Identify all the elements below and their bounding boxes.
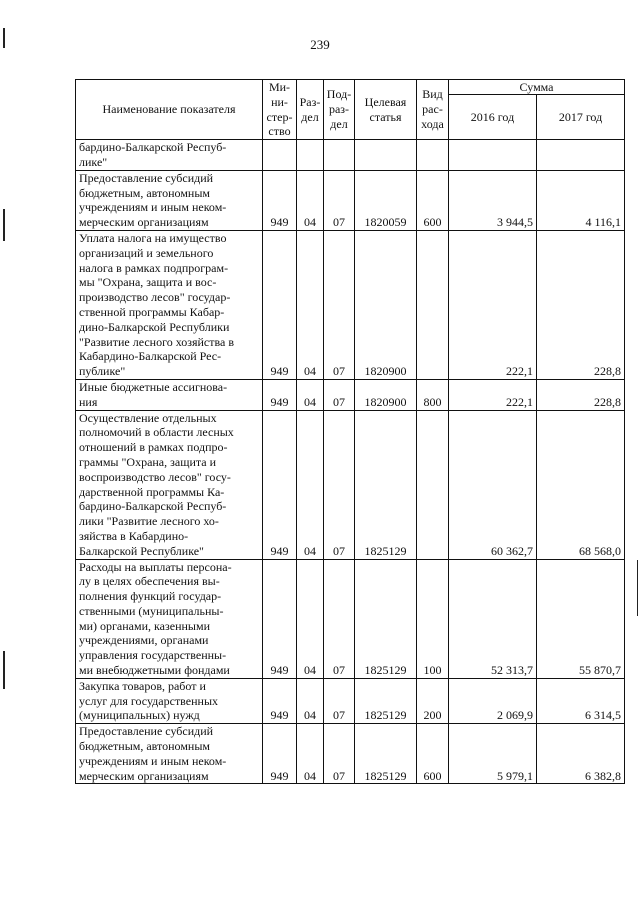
row-expense-type: 800 — [417, 379, 449, 410]
row-sum-2017: 228,8 — [537, 379, 625, 410]
header-name: Наименование показателя — [76, 80, 263, 140]
page-number: 239 — [310, 37, 330, 52]
row-name: Иные бюджетные ассигнова- ния — [76, 379, 263, 410]
row-sum-2016: 222,1 — [449, 379, 537, 410]
row-ministry: 949 — [263, 230, 297, 379]
row-expense-type — [417, 230, 449, 379]
row-subsection: 07 — [324, 379, 355, 410]
row-subsection: 07 — [324, 170, 355, 230]
row-sum-2017: 55 870,7 — [537, 559, 625, 678]
header-expense-type: Вид рас- хода — [417, 80, 449, 140]
row-sum-2016: 5 979,1 — [449, 724, 537, 784]
row-sum-2017 — [537, 140, 625, 171]
row-expense-type: 600 — [417, 170, 449, 230]
row-subsection: 07 — [324, 678, 355, 723]
header-section: Раз- дел — [297, 80, 324, 140]
row-sum-2016 — [449, 140, 537, 171]
row-sum-2016: 60 362,7 — [449, 410, 537, 559]
row-section: 04 — [297, 559, 324, 678]
row-sum-2017: 228,8 — [537, 230, 625, 379]
table-body — [76, 140, 625, 784]
row-sum-2016: 222,1 — [449, 230, 537, 379]
row-subsection: 07 — [324, 559, 355, 678]
row-section: 04 — [297, 170, 324, 230]
header-subsection: Под- раз- дел — [324, 80, 355, 140]
row-ministry: 949 — [263, 559, 297, 678]
row-subsection: 07 — [324, 410, 355, 559]
row-expense-type: 200 — [417, 678, 449, 723]
table-row — [76, 140, 625, 171]
row-ministry: 949 — [263, 678, 297, 723]
row-name: Предоставление субсидий бюджетным, автономным учреждениям и иным неком- мерческим организациям — [76, 170, 263, 230]
header-row-top — [76, 80, 625, 95]
header-year-2016: 2016 год — [449, 95, 537, 140]
row-name: Предоставление субсидий бюджетным, автономным учреждениям и иным неком- мерческим организациям — [76, 724, 263, 784]
row-name: Уплата налога на имущество организаций и земельного налога в рамках подпрограм- мы "Охрана, защита и вос- производство лесов" государ- ственной программы Кабар- дино-Балкарской Республики "Развитие лесного хозяйства в Кабардино-Балкарской Рес- публике" — [76, 230, 263, 379]
row-target: 1825129 — [355, 678, 417, 723]
row-sum-2016: 2 069,9 — [449, 678, 537, 723]
row-target: 1820900 — [355, 230, 417, 379]
header-sum-group: Сумма — [449, 80, 625, 95]
row-name: Закупка товаров, работ и услуг для государственных (муниципальных) нужд — [76, 678, 263, 723]
scan-mark-left — [3, 209, 5, 241]
row-expense-type: 100 — [417, 559, 449, 678]
row-name: Осуществление отдельных полномочий в области лесных отношений в рамках подпро- граммы "Охрана, защита и воспроизводство лесов" госу- дарственной программы Ка- бардино-Балкарской Респуб- лики "Развитие лесного хо- зяйства в Кабардино- Балкарской Республике" — [76, 410, 263, 559]
row-ministry: 949 — [263, 724, 297, 784]
row-target: 1825129 — [355, 410, 417, 559]
row-target: 1825129 — [355, 559, 417, 678]
header-target: Целевая статья — [355, 80, 417, 140]
table-row — [76, 678, 625, 723]
row-section: 04 — [297, 230, 324, 379]
row-target: 1820900 — [355, 379, 417, 410]
row-section: 04 — [297, 410, 324, 559]
row-ministry: 949 — [263, 170, 297, 230]
row-target: 1825129 — [355, 724, 417, 784]
row-name: бардино-Балкарской Респуб- лике" — [76, 140, 263, 171]
scan-mark-left-lower — [3, 651, 5, 689]
row-subsection — [324, 140, 355, 171]
row-ministry: 949 — [263, 379, 297, 410]
header-ministry: Ми- ни- стер- ство — [263, 80, 297, 140]
row-section — [297, 140, 324, 171]
table-row — [76, 559, 625, 678]
row-expense-type: 600 — [417, 724, 449, 784]
table-row — [76, 410, 625, 559]
row-sum-2017: 6 314,5 — [537, 678, 625, 723]
table-row — [76, 230, 625, 379]
row-section: 04 — [297, 724, 324, 784]
budget-table — [75, 79, 625, 784]
row-sum-2017: 68 568,0 — [537, 410, 625, 559]
row-section: 04 — [297, 379, 324, 410]
row-sum-2017: 6 382,8 — [537, 724, 625, 784]
row-target — [355, 140, 417, 171]
row-name: Расходы на выплаты персона- лу в целях обеспечения вы- полнения функций государ- ственными (муниципальны- ми) органами, казенными учреждениями, органами управления государственны- ми внебюджетными фондами — [76, 559, 263, 678]
row-sum-2017: 4 116,1 — [537, 170, 625, 230]
row-subsection: 07 — [324, 724, 355, 784]
table-row — [76, 170, 625, 230]
header-year-2017: 2017 год — [537, 95, 625, 140]
row-expense-type — [417, 410, 449, 559]
row-expense-type — [417, 140, 449, 171]
row-subsection: 07 — [324, 230, 355, 379]
row-target: 1820059 — [355, 170, 417, 230]
row-ministry — [263, 140, 297, 171]
row-sum-2016: 52 313,7 — [449, 559, 537, 678]
row-section: 04 — [297, 678, 324, 723]
scan-mark-right-edge — [637, 560, 638, 616]
row-sum-2016: 3 944,5 — [449, 170, 537, 230]
table-row — [76, 379, 625, 410]
table-row — [76, 724, 625, 784]
row-ministry: 949 — [263, 410, 297, 559]
